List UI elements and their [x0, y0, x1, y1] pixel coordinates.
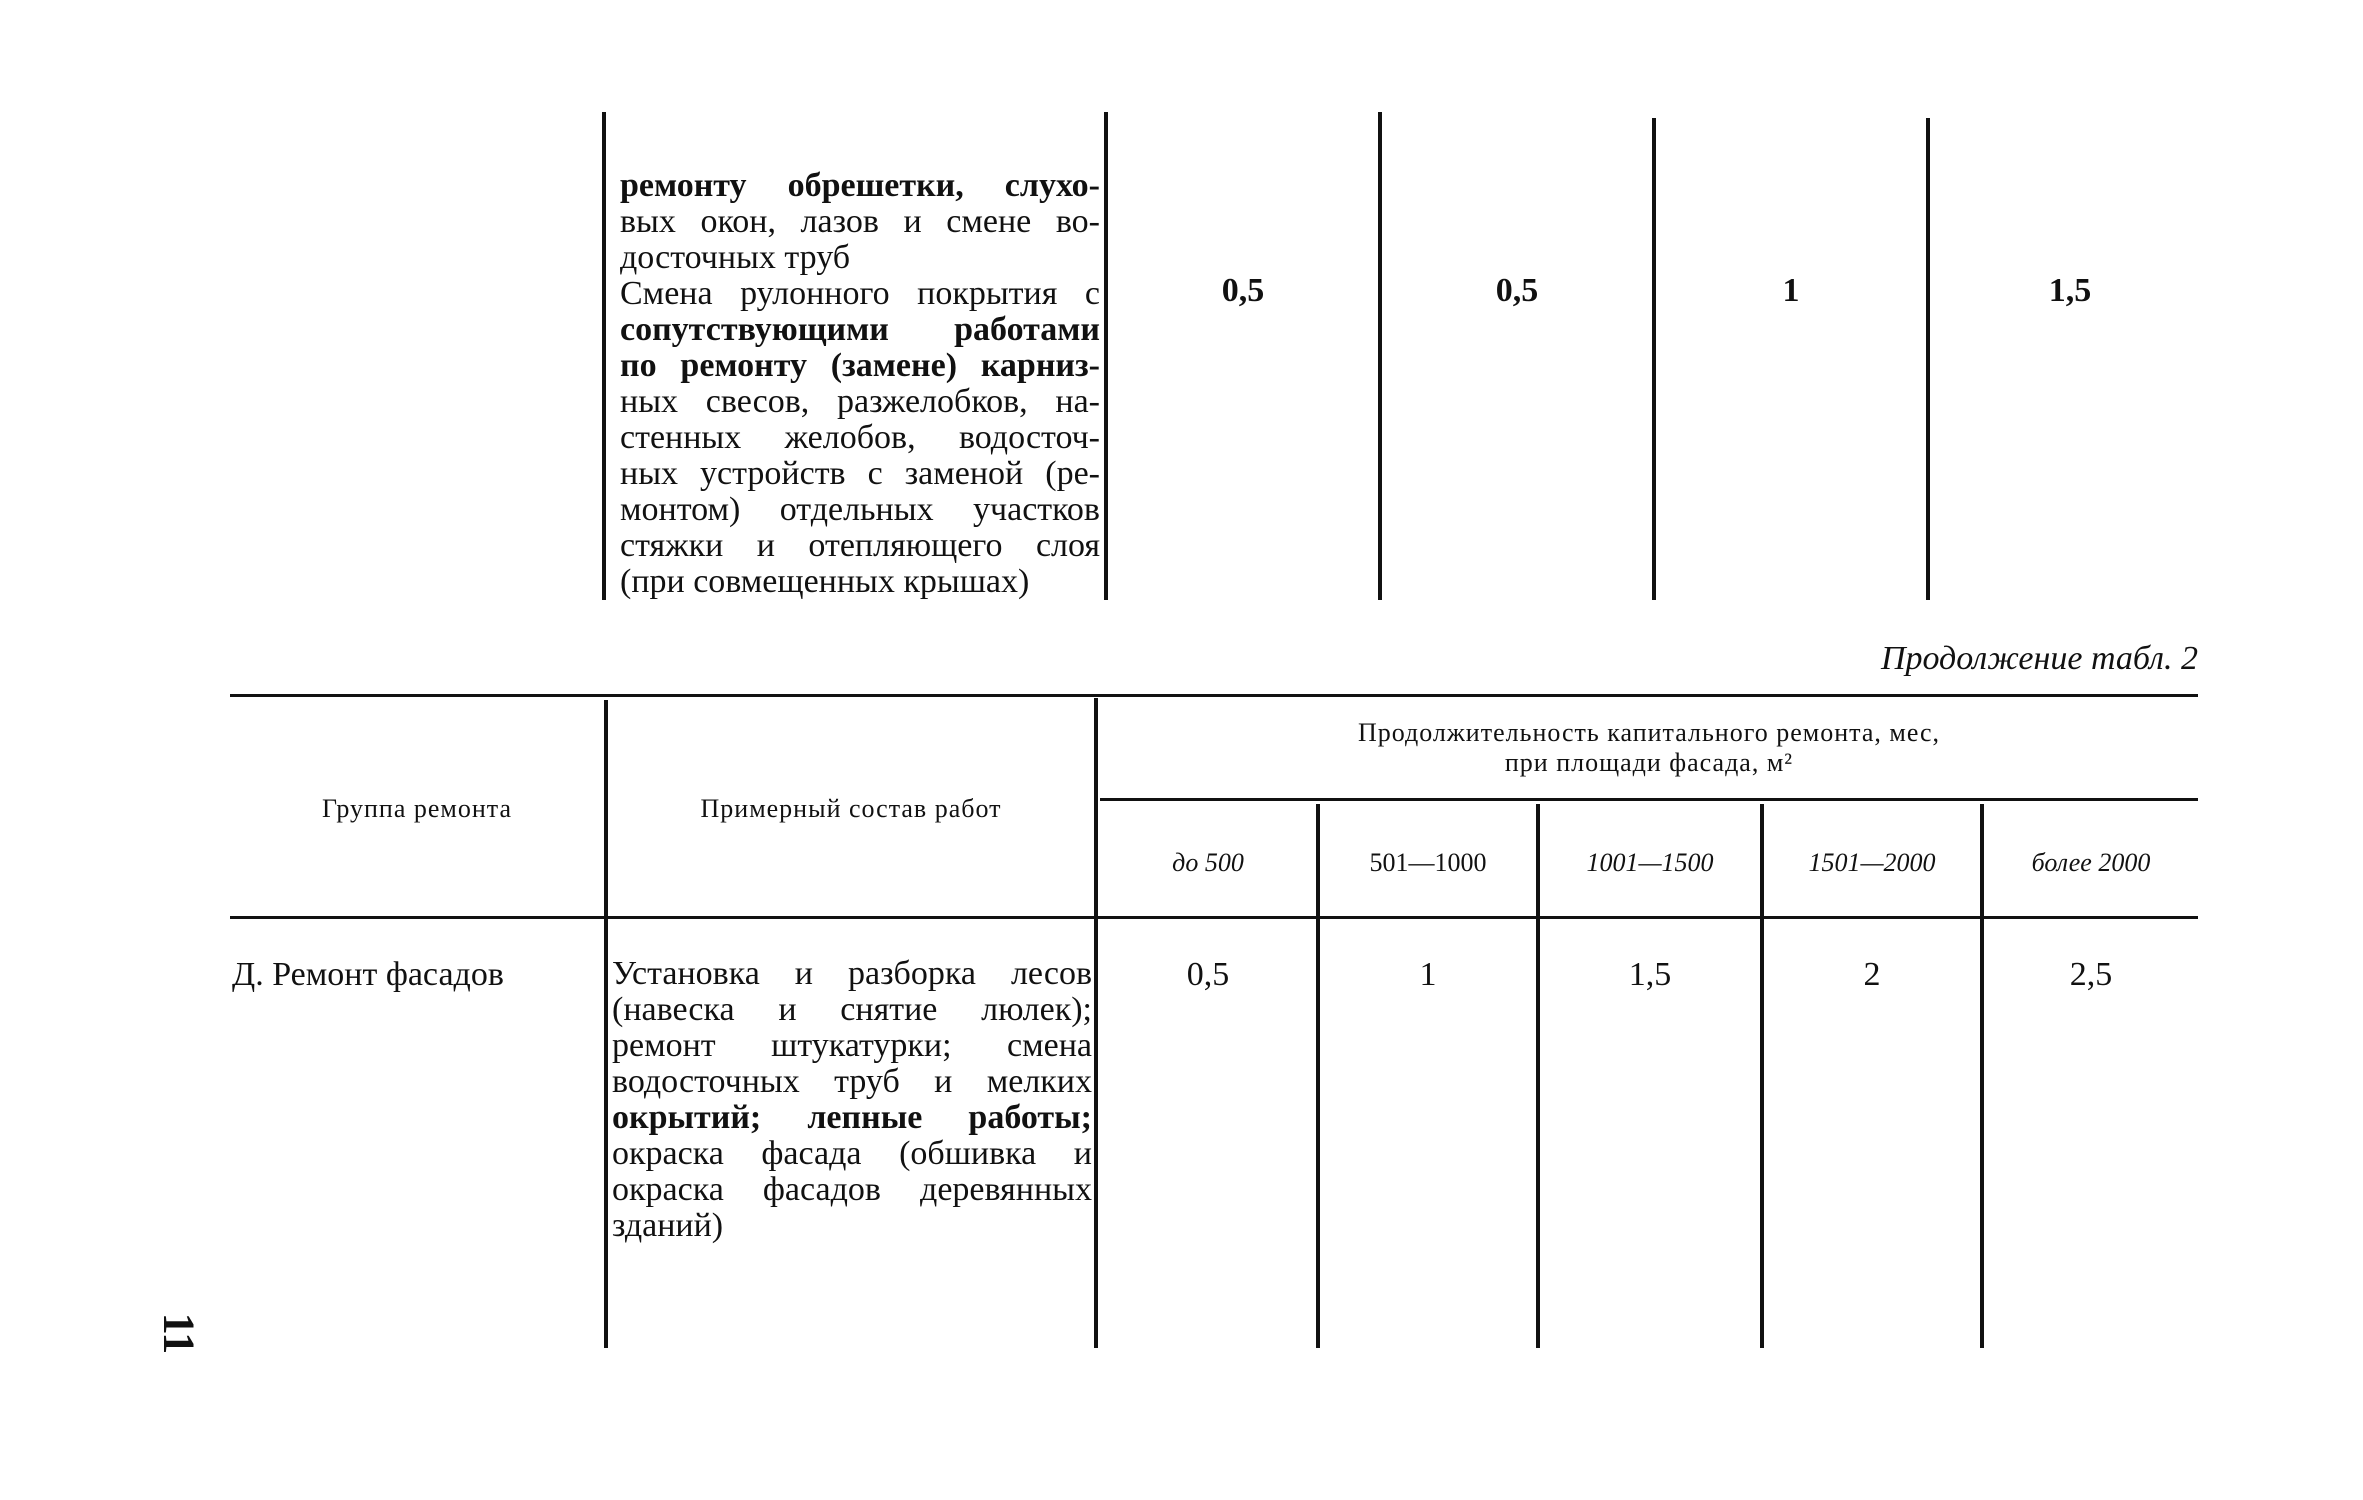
text-line: монтом) отдельных участков: [620, 491, 1100, 528]
text-line: окраска фасада (обшивка и: [612, 1135, 1092, 1172]
header-bottom-rule: [230, 916, 2198, 919]
row-works-description: [612, 956, 1092, 1244]
column-divider: [1926, 118, 1930, 600]
text-line: Установка и разборка лесов: [612, 955, 1092, 992]
table-top-rule: [230, 694, 2198, 697]
text-line: зданий): [612, 1207, 724, 1244]
text-line: водосточных труб и мелких: [612, 1063, 1092, 1100]
header-area-cell: 1501—2000: [1808, 848, 1936, 877]
column-divider: [1760, 804, 1764, 1348]
header-duration-line: Продолжительность капитального ремонта, мес,: [1357, 718, 1941, 747]
page-number: 11: [154, 1312, 204, 1355]
text-line: стенных желобов, водосточ-: [620, 419, 1100, 456]
header-area-cell: 501—1000: [1369, 848, 1487, 877]
text-line: сопутствующими работами: [620, 311, 1100, 348]
row-value-cell: 2: [1863, 956, 1881, 993]
row-value-cell: 1,5: [1628, 956, 1672, 993]
top-value-cell: 1,5: [2048, 272, 2092, 309]
header-duration-line: при площади фасада, м²: [1504, 748, 1794, 777]
top-value-cell: 0,5: [1495, 272, 1539, 309]
column-divider: [1652, 118, 1656, 600]
row-group-cell: Д. Ремонт фасадов: [232, 956, 504, 993]
text-line: ремонт штукатурки; смена: [612, 1027, 1092, 1064]
text-line: Смена рулонного покрытия с: [620, 275, 1100, 312]
text-line: ремонту обрешетки, слухо-: [620, 167, 1100, 204]
header-split-rule: [1100, 798, 2198, 801]
text-line: ных свесов, разжелобков, на-: [620, 383, 1100, 420]
text-line: вых окон, лазов и смене во-: [620, 203, 1100, 240]
top-value-cell: 0,5: [1221, 272, 1265, 309]
header-area-cell: до 500: [1172, 848, 1244, 877]
column-divider: [1104, 112, 1108, 600]
header-area-cell: 1001—1500: [1586, 848, 1714, 877]
row-value-cell: 2,5: [2069, 956, 2113, 993]
header-group: Группа ремонта: [321, 794, 513, 823]
text-line: ных устройств с заменой (ре-: [620, 455, 1100, 492]
row-value-cell: 1: [1419, 956, 1437, 993]
table-caption: Продолжение табл. 2: [1880, 640, 2198, 677]
text-line: по ремонту (замене) карниз-: [620, 347, 1100, 384]
column-divider: [1536, 804, 1540, 1348]
column-divider: [1094, 698, 1098, 1348]
column-divider: [602, 112, 606, 600]
header-works: Примерный состав работ: [700, 794, 1002, 823]
column-divider: [1316, 804, 1320, 1348]
text-line: стяжки и отепляющего слоя: [620, 527, 1100, 564]
column-divider: [1378, 112, 1382, 600]
top-works-description: [620, 168, 1100, 600]
header-duration: [1100, 718, 2198, 778]
text-line: окрытий; лепные работы;: [612, 1099, 1092, 1136]
text-line: (при совмещенных крышах): [620, 563, 1030, 600]
text-line: (навеска и снятие люлек);: [612, 991, 1092, 1028]
header-area-cell: более 2000: [2031, 848, 2151, 877]
top-value-cell: 1: [1782, 272, 1800, 309]
column-divider: [1980, 804, 1984, 1348]
row-value-cell: 0,5: [1186, 956, 1230, 993]
text-line: досточных труб: [620, 239, 851, 276]
text-line: окраска фасадов деревянных: [612, 1171, 1092, 1208]
